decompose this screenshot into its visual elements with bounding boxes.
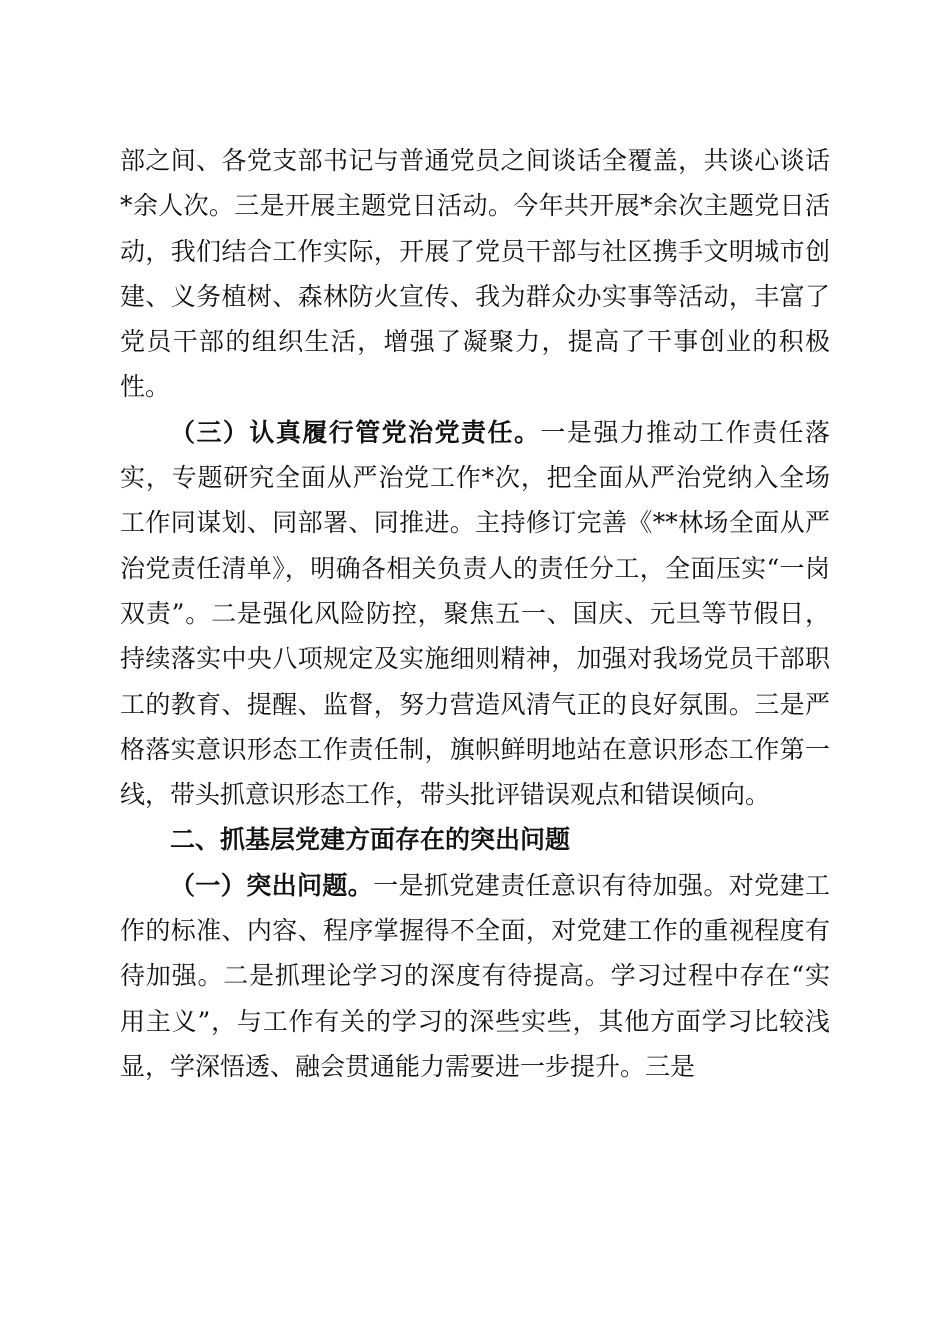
paragraph-continuation <box>120 138 830 410</box>
document-page <box>120 138 830 1089</box>
paragraph-text: 一是抓党建责任意识有待加强。对党建工作的标准、内容、程序掌握得不全面，对党建工作的重视程度有待加强。二是抓理论学习的深度有待提高。学习过程中存在“实用主义”，与工作有关的学习的深些实些，其他方面学习比较浅显，学深悟透、融会贯通能力需要进一步提升。三是 <box>120 870 830 1081</box>
paragraph-text: 部之间、各党支部书记与普通党员之间谈话全覆盖，共谈心谈话*余人次。三是开展主题党日活动。今年共开展*余次主题党日活动，我们结合工作实际，开展了党员干部与社区携手文明城市创建、义务植树、森林防火宣传、我为群众办实事等活动，丰富了党员干部的组织生活，增强了凝聚力，提高了干事创业的积极性。 <box>120 146 830 402</box>
paragraph-prominent-issues <box>120 863 830 1089</box>
paragraph-lead: （三）认真履行管党治党责任。 <box>170 417 541 447</box>
paragraph-lead: （一）突出问题。 <box>170 870 374 900</box>
paragraph-text: 一是强力推动工作责任落实，专题研究全面从严治党工作*次，把全面从严治党纳入全场工作同谋划、同部署、同推进。主持修订完善《**林场全面从严治党责任清单》，明确各相关负责人的责任分工，全面压实“一岗双责”。二是强化风险防控，聚焦五一、国庆、元旦等节假日，持续落实中央八项规定及实施细则精神，加强对我场党员干部职工的教育、提醒、监督，努力营造风清气正的良好氛围。三是严格落实意识形态工作责任制，旗帜鲜明地站在意识形态工作第一线，带头抓意识形态工作，带头批评错误观点和错误倾向。 <box>120 417 830 810</box>
section-heading: 二、抓基层党建方面存在的突出问题 <box>170 825 571 855</box>
paragraph-party-responsibility <box>120 410 830 818</box>
